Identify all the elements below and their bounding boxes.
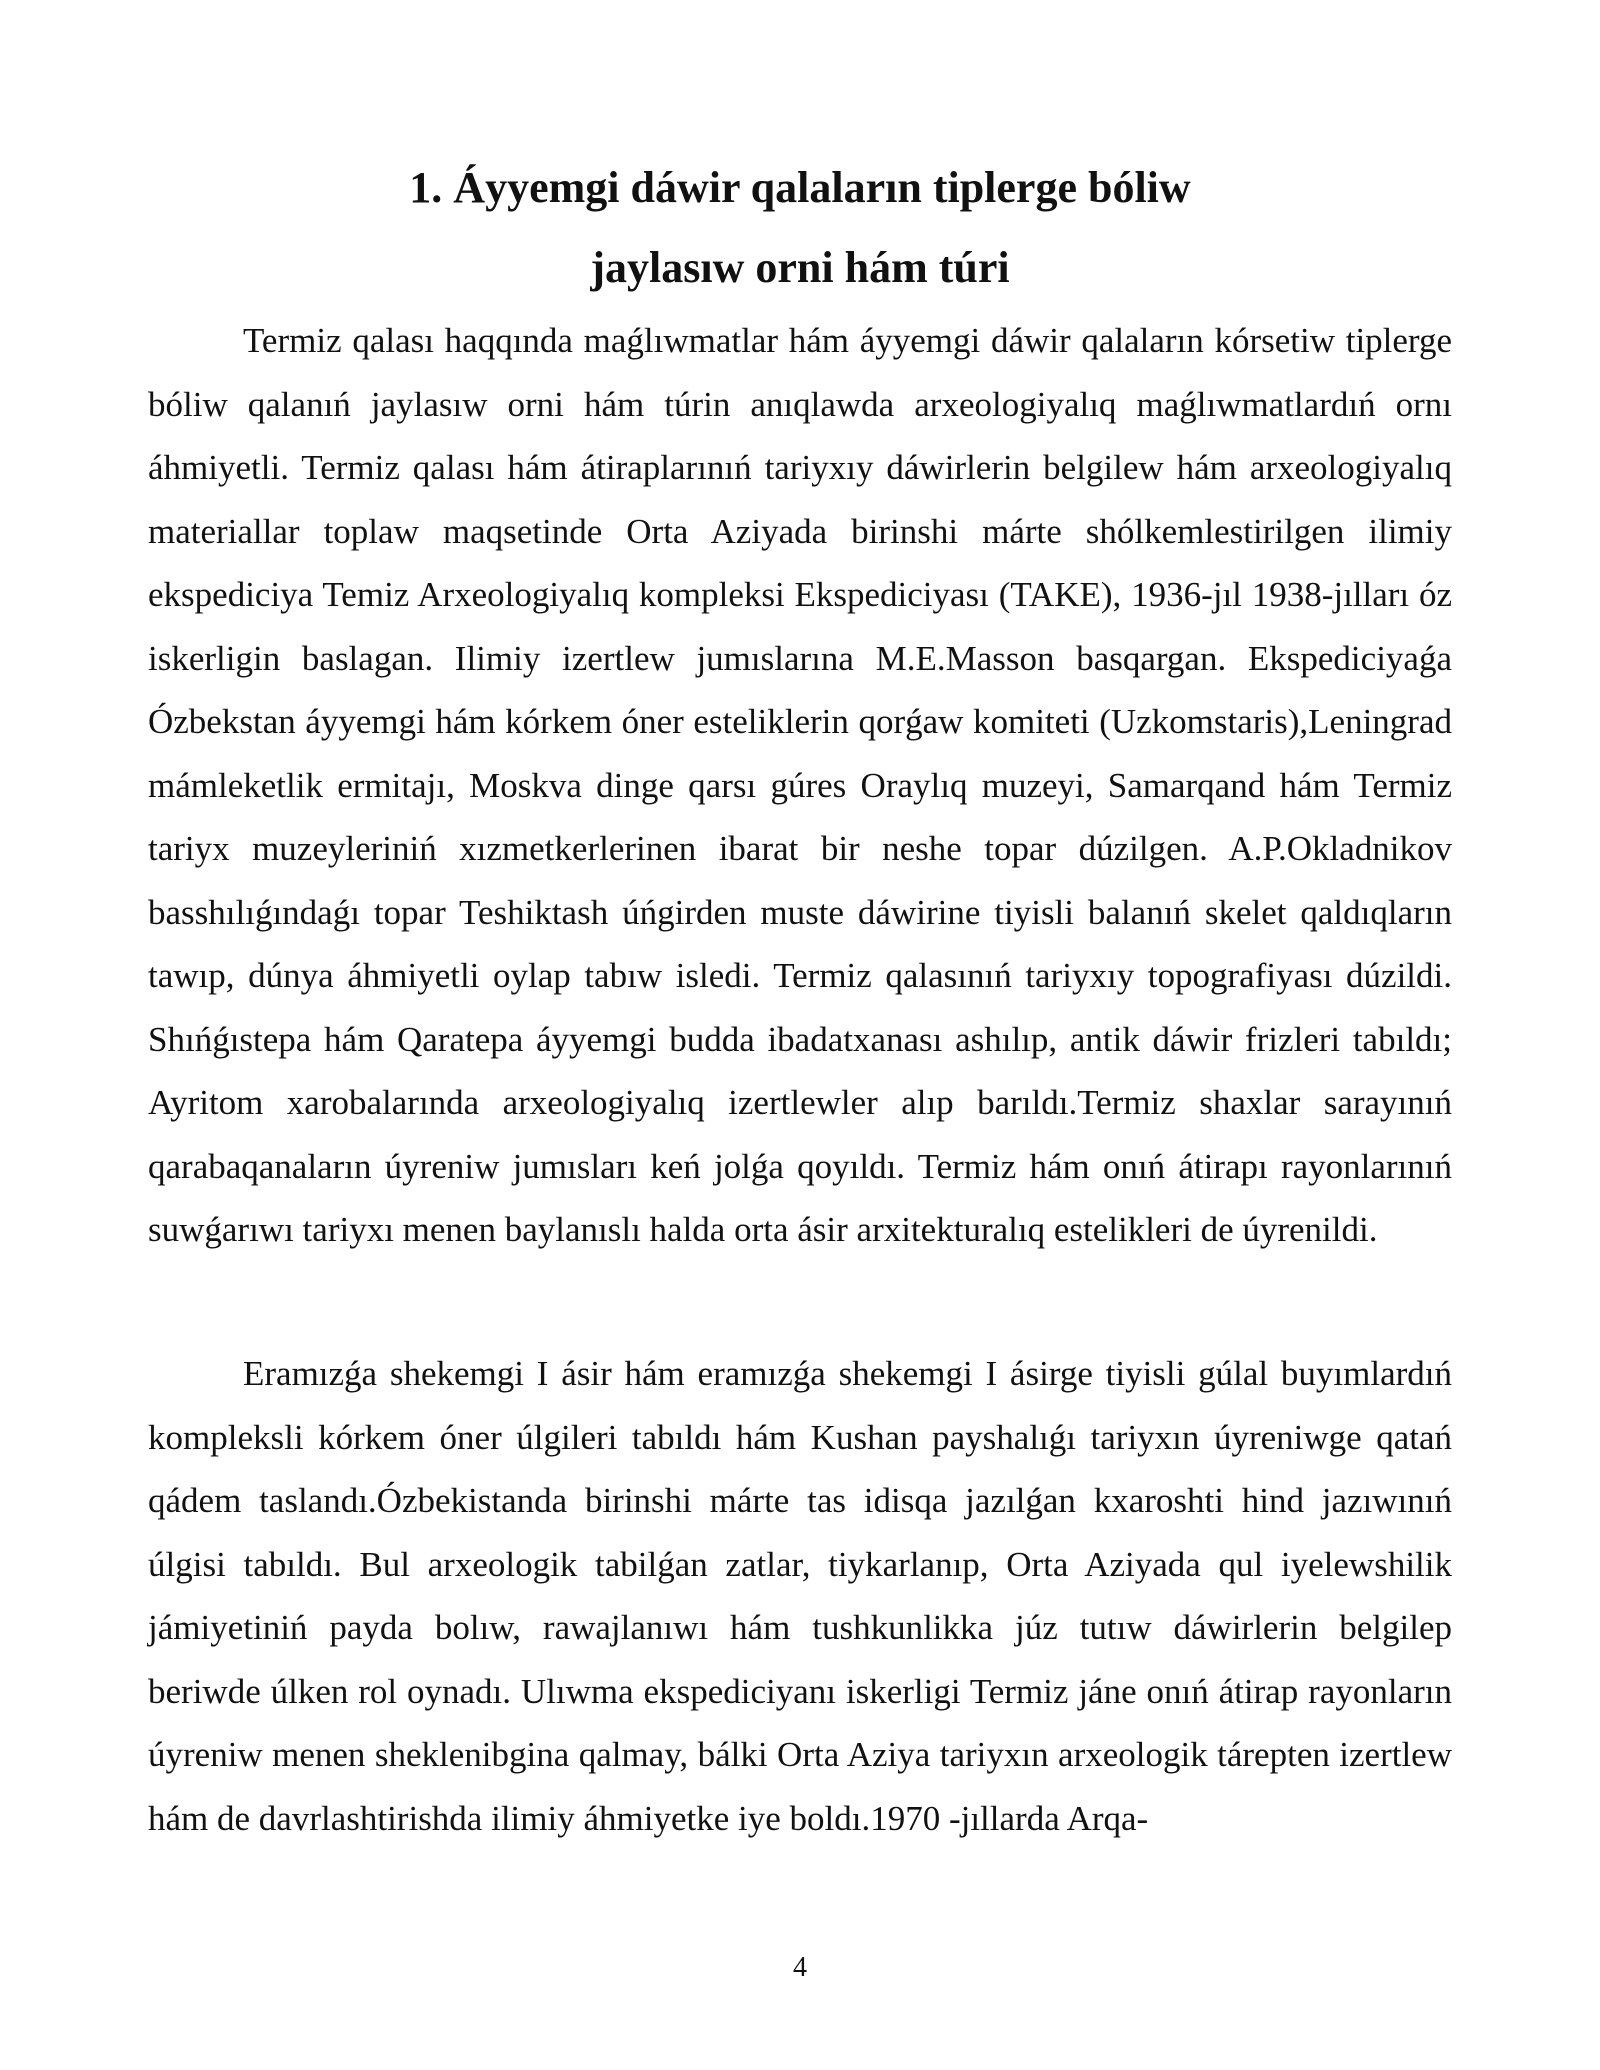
- section-title-line-1: 1. Áyyemgi dáwir qalaların tiplerge bóliw: [409, 163, 1191, 212]
- body-paragraph-2: Eramızǵa shekemgi I ásir hám eramızǵa shekemgi I ásirge tiyisli gúlal buyımlardıń kompleksli kórkem óner úlgileri tabıldı hám Kushan payshalıǵı tariyxın úyreniwge qatań qádem taslandı.Ózbekistanda birinshi márte tas idisqa jazılǵan kxaroshti hind jazıwınıń úlgisi tabıldı. Bul arxeologik tabilǵan zatlar, tiykarlanıp, Orta Aziyada qul iyelewshilik jámiyetiniń payda bolıw, rawajlanıwı hám tushkunlikka júz tutıw dáwirlerin belgilep beriwde úlken rol oynadı. Ulıwma ekspediciyanı iskerligi Termiz jáne onıń átirap rayonların úyreniw menen sheklenibgina qalmay, bálki Orta Aziya tariyxın arxeologik tárepten izertlew hám de davrlashtirishda ilimiy áhmiyetke iye boldı.1970 -jıllarda Arqa-: [148, 1354, 1452, 1838]
- body-paragraph-1: Termiz qalası haqqında maǵlıwmatlar hám áyyemgi dáwir qalaların kórsetiw tiplerge bóliw qalanıń jaylasıw orni hám túrin anıqlawda arxeologiyalıq maǵlıwmatlardıń ornı áhmiyetli. Termiz qalası hám átiraplarınıń tariyxıy dáwirlerin belgilew hám arxeologiyalıq materiallar toplaw maqsetinde Orta Aziyada birinshi márte shólkemlestirilgen ilimiy ekspediciya Temiz Arxeologiyalıq kompleksi Ekspediciyası (TAKE), 1936-jıl 1938-jılları óz iskerligin baslagan. Ilimiy izertlew jumıslarına M.E.Masson basqargan. Ekspediciyaǵa Ózbekstan áyyemgi hám kórkem óner esteliklerin qorǵaw komiteti (Uzkomstaris),Leningrad mámleketlik ermitajı, Moskva dinge qarsı gúres Oraylıq muzeyi, Samarqand hám Termiz tariyx muzeyleriniń xızmetkerlerinen ibarat bir neshe topar dúzilgen. A.P.Okladnikov basshılıǵındaǵı topar Teshiktash úńgirden muste dáwirine tiyisli balanıń skelet qaldıqların tawıp, dúnya áhmiyetli oylap tabıw isledi. Termiz qalasınıń tariyxıy topografiyası dúzildi. Shıńǵıstepa hám Qaratepa áyyemgi budda ibadatxanası ashılıp, antik dáwir frizleri tabıldı; Ayritom xarobalarında arxeologiyalıq izertlewler alıp barıldı.Termiz shaxlar sarayınıń qarabaqanaların úyreniw jumısları keń jolǵa qoyıldı. Termiz hám onıń átirapı rayonlarınıń suwǵarıwı tariyxı menen baylanıslı halda orta ásir arxitekturalıq estelikleri de úyrenildi.: [148, 321, 1452, 1249]
- section-title-line-2: jaylasıw orni hám túri: [590, 243, 1010, 292]
- page-number: 4: [793, 1952, 807, 1983]
